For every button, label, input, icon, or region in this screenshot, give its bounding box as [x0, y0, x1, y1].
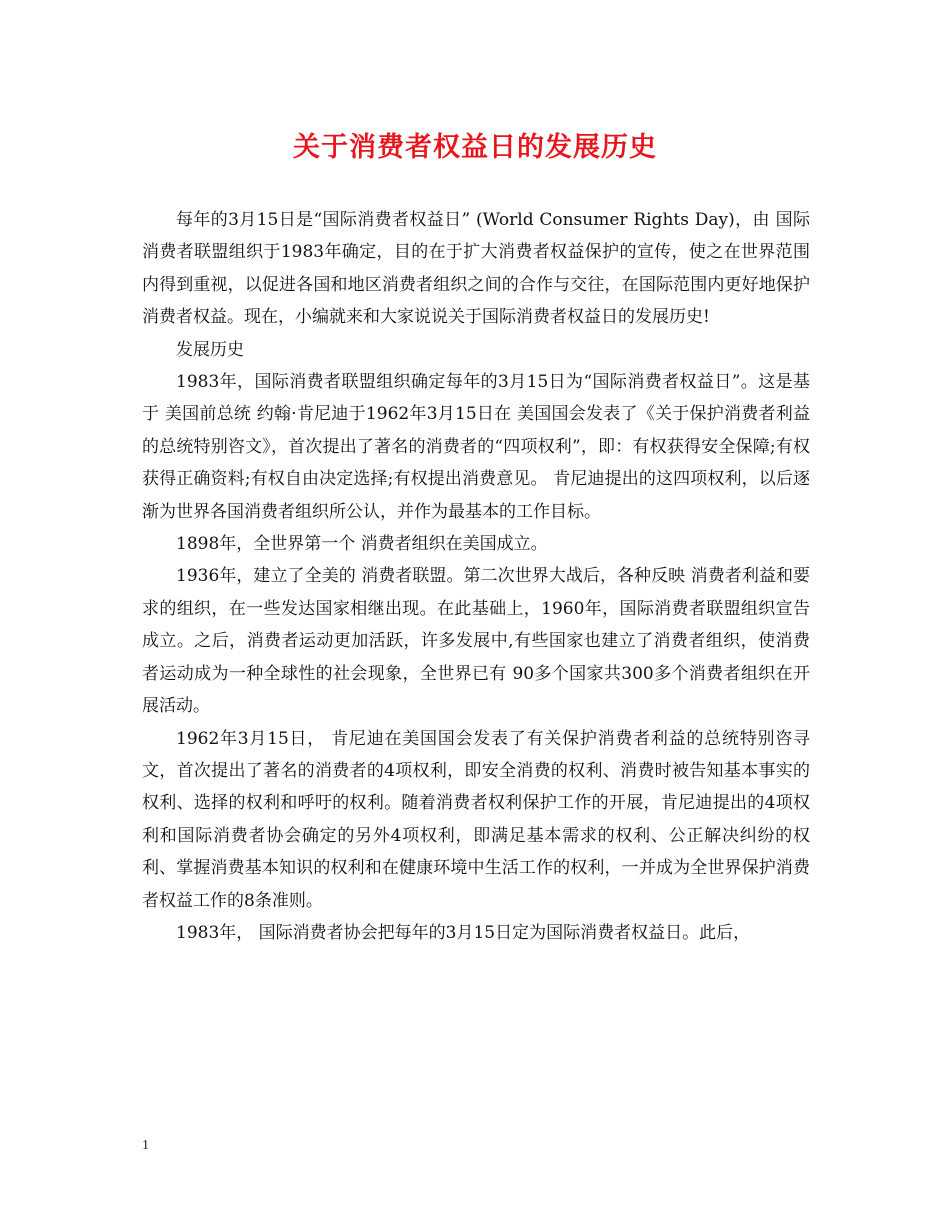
document-body — [142, 204, 810, 949]
paragraph-1898: 1898年，全世界第一个 消费者组织在美国成立。 — [176, 534, 548, 555]
document-title: 关于消费者权益日的发展历史 — [293, 132, 657, 163]
paragraph-heading-history: 发展历史 — [176, 339, 244, 360]
paragraph-1983-continued: 1983年， 国际消费者协会把每年的3月15日定为国际消费者权益日。此后， — [176, 922, 751, 943]
paragraph-intro: 每年的3月15日是“国际消费者权益日” (World Consumer Rights Day)，由 国际消费者联盟组织于1983年确定，目的在于扩大消费者权益保护的宣传，使之在世界范围内得到重视，以促进各国和地区消费者组织之间的合作与交往，在国际范围内更好地保护 消费者权益。现在，小编就来和大家说说关于国际消费者权益日的发展历史! — [142, 210, 810, 328]
paragraph-1983: 1983年，国际消费者联盟组织确定每年的3月15日为“国际消费者权益日”。这是基于 美国前总统 约翰·肯尼迪于1962年3月15日在 美国国会发表了《关于保护消费者利益的总统特别咨文》，首次提出了著名的消费者的“四项权利”，即：有权获得安全保障;有权获得正确资料;有权自由决定选择;有权提出消费意见。 肯尼迪提出的这四项权利，以后逐渐为世界各国消费者组织所公认，并作为最基本的工作目标。 — [142, 372, 810, 522]
page-number: 1 — [142, 1138, 149, 1153]
paragraph-1962: 1962年3月15日， 肯尼迪在美国国会发表了有关保护消费者利益的总统特别咨寻文，首次提出了著名的消费者的4项权利，即安全消费的权利、消费时被告知基本事实的权利、选择的权利和呼吁的权利。随着消费者权利保护工作的开展，肯尼迪提出的4项权利和国际消费者协会确定的另外4项权利，即满足基本需求的权利、公正解决纠纷的权利、掌握消费基本知识的权利和在健康环境中生活工作的权利，一并成为全世界保护消费者权益工作的8条准则。 — [142, 728, 810, 911]
paragraph-1936: 1936年，建立了全美的 消费者联盟。第二次世界大战后，各种反映 消费者利益和要求的组织，在一些发达国家相继出现。在此基础上，1960年，国际消费者联盟组织宣告成立。之后，消费者运动更加活跃，许多发展中,有些国家也建立了消费者组织，使消费者运动成为一种全球性的社会现象，全世界已有 90多个国家共300多个消费者组织在开展活动。 — [142, 566, 810, 717]
